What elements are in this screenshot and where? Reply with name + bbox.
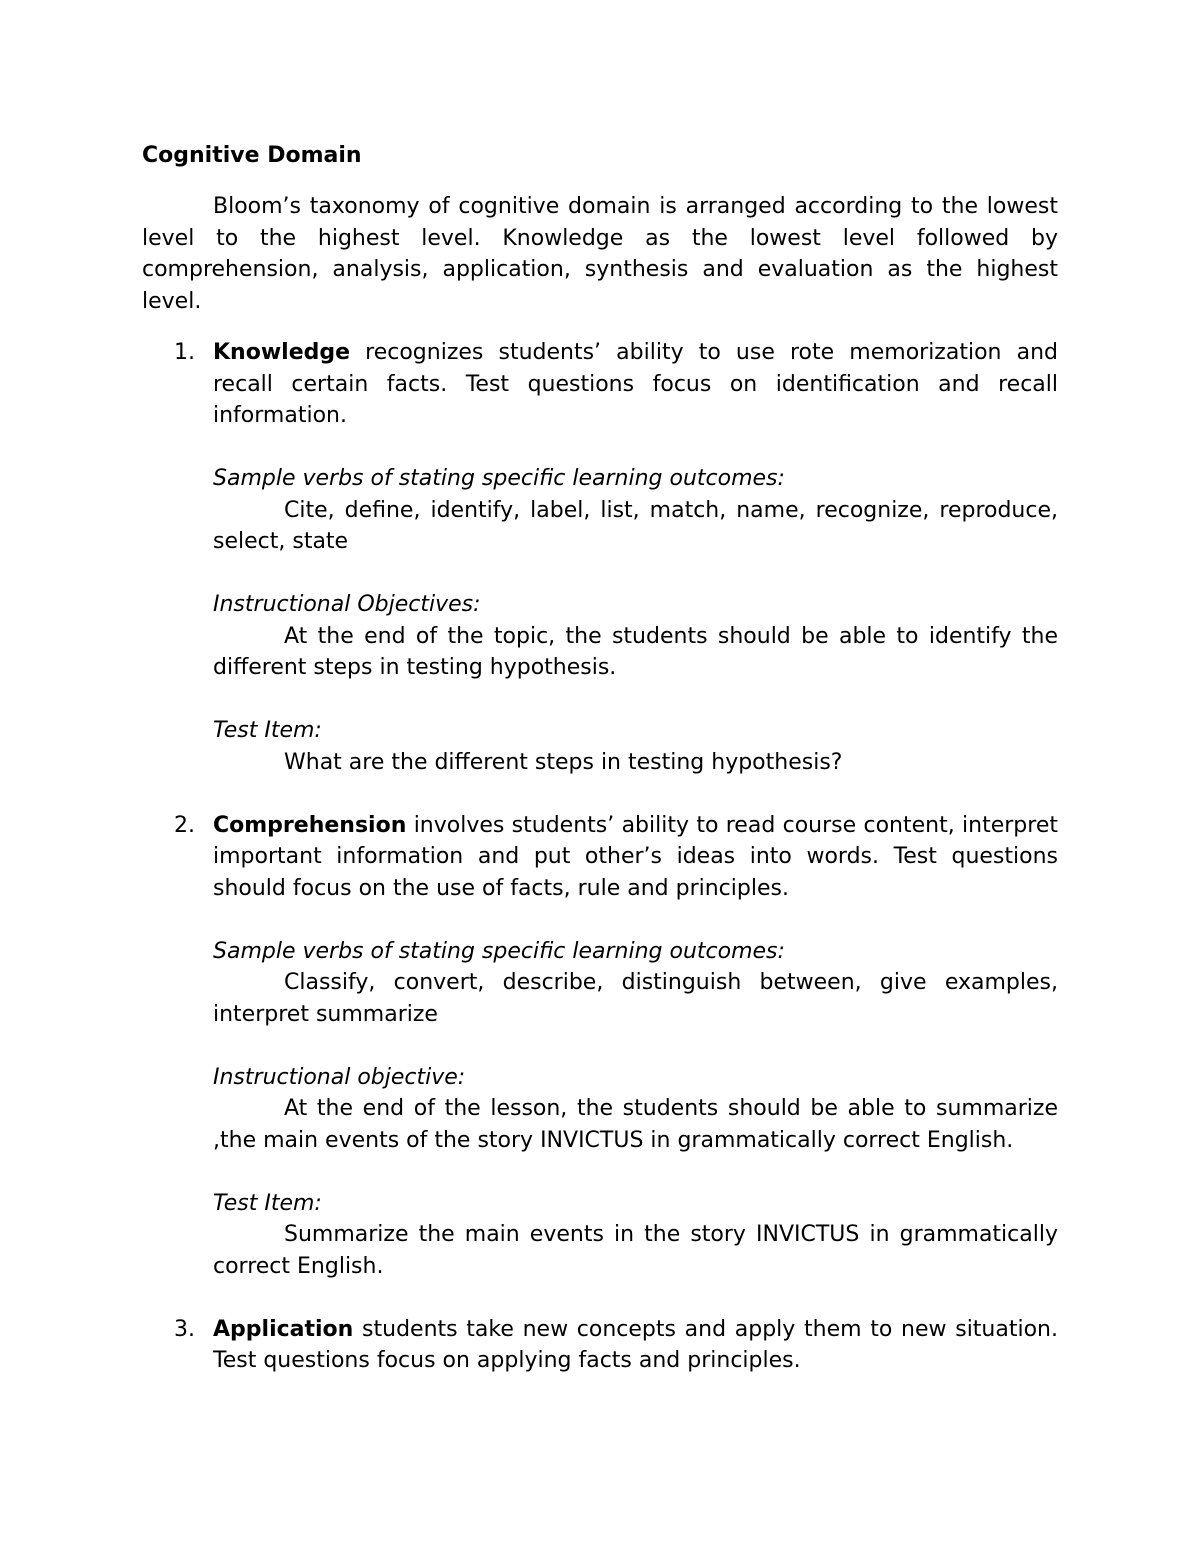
term-knowledge: Knowledge [213, 340, 351, 365]
term-comprehension: Comprehension [213, 812, 407, 838]
term-description: involves students’ ability to read course content, interpret important information and put other’s ideas into words. Test questions should focus on the use of facts, rule and principles. [213, 812, 1058, 901]
objective-label: Instructional objective: [213, 1064, 466, 1090]
page-title: Cognitive Domain [142, 143, 362, 168]
document-page [142, 140, 1058, 1377]
term-description: recognizes students’ ability to use rote memorization and recall certain facts. Test questions focus on identification and recall information. [213, 340, 1058, 428]
list-item-body [213, 810, 1058, 905]
list-item-number: 2. [174, 812, 195, 838]
verbs-label: Sample verbs of stating specific learning outcomes: [213, 938, 785, 964]
list-item-number: 1. [174, 340, 195, 365]
list-item-comprehension [142, 810, 1058, 1283]
list-item-body [213, 337, 1058, 432]
test-item-text: What are the different steps in testing hypothesis? [284, 749, 843, 775]
verbs-text: Classify, convert, describe, distinguish between, give examples, interpret summarize [213, 970, 1058, 1027]
list-item-body [213, 1314, 1058, 1377]
test-item-text: Summarize the main events in the story INVICTUS in grammatically correct English. [213, 1222, 1058, 1279]
intro-paragraph: Bloom’s taxonomy of cognitive domain is arranged according to the lowest level to the highest level. Knowledge as the lowest level followed by comprehension, analysis, application, synthesis and evaluation as the highest level. [142, 194, 1058, 314]
objective-text: At the end of the topic, the students should be able to identify the different steps in testing hypothesis. [213, 623, 1058, 680]
list-item-knowledge [142, 337, 1058, 778]
term-application: Application [213, 1316, 354, 1342]
test-item-label: Test Item: [213, 718, 322, 743]
objective-text: At the end of the lesson, the students should be able to summarize ,the main events of the story INVICTUS in grammatically correct English. [213, 1096, 1058, 1153]
test-item-label: Test Item: [213, 1190, 322, 1216]
verbs-text: Cite, define, identify, label, list, match, name, recognize, reproduce, select, state [213, 497, 1058, 554]
objective-label: Instructional Objectives: [213, 592, 481, 617]
verbs-label: Sample verbs of stating specific learning outcomes: [213, 466, 785, 491]
term-description: students take new concepts and apply them to new situation. Test questions focus on applying facts and principles. [213, 1316, 1058, 1373]
list-item-application [142, 1314, 1058, 1377]
list-item-number: 3. [174, 1316, 195, 1342]
